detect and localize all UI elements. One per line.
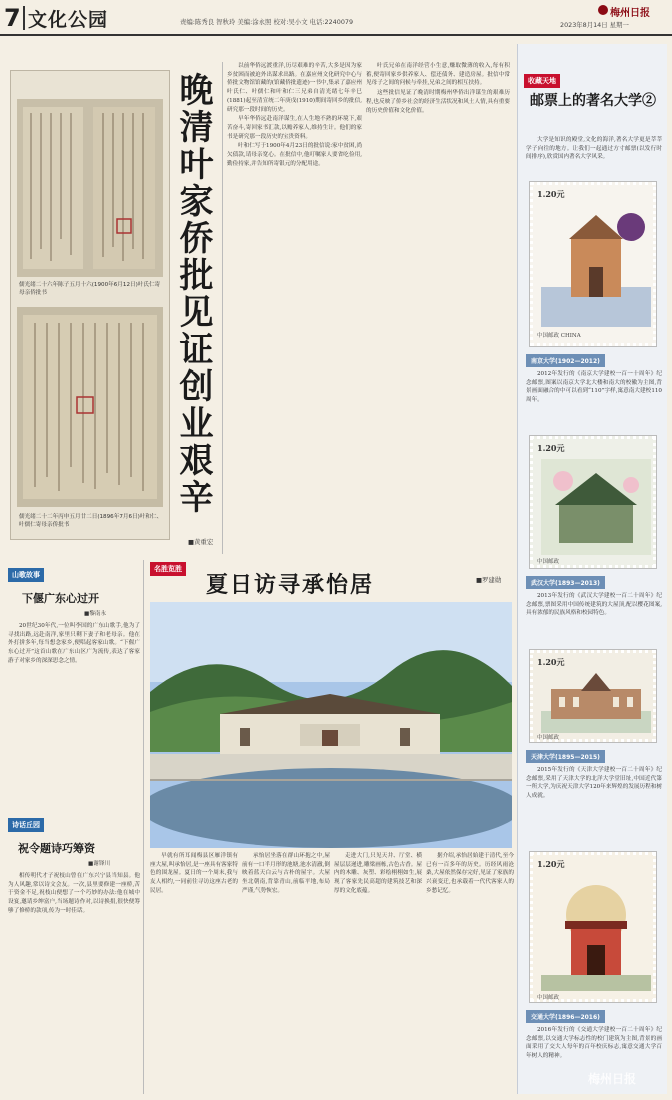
editor-credits: 责编:陈秀良 智秋玲 美编:涂永照 校对:吴小文 电话:2240079 [180,18,354,26]
tianjin-building-illustration [541,671,651,733]
stamp-caption-wuhan: 武汉大学(1893—2013) [526,576,605,589]
paragraph: 早年华侨远赴南洋谋生,在人生地不熟的环境下,艰苦奋斗,寄回家书汇款,以赡养家人,维持生计。他们的家书是研究那一段历史的宝贵资料。 [227,116,362,140]
paragraph: 叶氏兄弟在南洋经营小生意,赚取微薄的收入,每有积蓄,便寄回家乡供养家人、偿还债务、建造房屋。批信中常见母子之间的问候与牵挂,兄弟之间的相互扶持。 [366,63,510,87]
feature-col-3: 走进大门,只见天井、厅堂、横屋层层递进,雕梁画栋,古色古香。屋内的木雕、灰塑、彩绘栩栩如生,展现了客家先民高超的建筑技艺和深厚的文化底蕴。 [334,853,422,894]
stamp-column [517,44,667,1094]
stamp-desc-tianjin: 2015年发行的《天津大学建校一百二十周年》纪念邮票,采用了天津大学的北洋大学堂旧址,中国近代第一所大学,为庆祝天津大学120年来辉煌的发展历程和树人成就。 [526,767,662,799]
stamp-desc-wuhan: 2013年发行的《武汉大学建校一百二十周年》纪念邮票,票图采用中国传统建筑的大屋顶,配以樱花图案,具有浓郁的民族风格和校园特色。 [526,593,662,617]
stamp-caption-jiaotong: 交通大学(1896—2016) [526,1010,605,1023]
photo-caption-1: 儒光绪二十六年陈子五月十六(1900年6月12日)叶氏仁寄母亲侨批书 [19,282,161,296]
stamp-value: 1.20元 [537,657,565,667]
watermark: 梅州日报 [588,1072,637,1086]
main-article-col-1 [222,62,362,554]
poetry-title: 祝令题诗巧筹资 [18,842,95,855]
issue-date: 2023年8月14日 星期一 [560,21,629,29]
nanjing-building-illustration [541,207,651,327]
brand-logo-icon [598,5,608,15]
photo-caption-2: 儒光绪二十二年丙申五月廿二日(1896年7月6日)叶和仁、叶儒仁寄母亲侨批书 [19,514,163,528]
stamp-column-intro: 大学是知识的殿堂,文化的海洋,著名大学更是莘莘学子向往的地方。让我们一起通过方寸邮票(以发行时间排序),欣赏国内著名大学风采。 [526,137,662,161]
feature-col-1: 早就有所耳闻梅县区雁洋镇有座大屋,叫承怡居,是一座具有客家特色的围龙屋。夏日的一个周末,我与友人相约,一同前往寻访这座古老的民居。 [150,853,238,894]
folk-song-title: 下偃广东心过开 [22,592,99,605]
stamp-nanjing [530,182,656,346]
stamp-country: 中国邮政 CHINA [537,333,581,339]
feature-tag: 名胜览胜 [150,562,186,576]
left-column [4,560,144,1094]
stamp-country: 中国邮政 [537,735,560,741]
newspaper-brand: 梅州日报 [610,8,650,19]
stamp-jiaotong [530,852,656,1002]
paragraph: 这些批信见证了晚清时期梅州华侨出洋谋生的艰难历程,也反映了侨乡社会的经济生活状况和风土人情,具有重要的历史价值和文化价值。 [366,90,510,114]
photo-block [10,70,170,540]
stamp-country: 中国邮政 [537,995,560,1001]
feature-col-4: 据介绍,承怡居始建于清代,至今已有一百多年的历史。历经风雨沧桑,大屋依然保存完好,见证了家族的兴衰变迁,也承载着一代代客家人的乡愁记忆。 [426,853,514,894]
wuhan-building-illustration [541,459,651,555]
stamp-caption-nanjing: 南京大学(1902—2012) [526,354,605,367]
poetry-text: 相传明代才子祝枝山曾在广东兴宁县当知县。他为人风趣,常以诗文会友。一次,县里要修建一座桥,苦于资金不足,祝枝山便想了一个巧妙的办法:他在城中设宴,邀请乡绅富户,当场题诗作对,以诗换捐,很快便筹够了修桥的款项,传为一时佳话。 [8,873,140,914]
folk-song-tag: 山歌故事 [8,568,44,582]
stamp-caption-tianjin: 天津大学(1895—2015) [526,750,605,763]
main-article-col-2 [366,62,510,554]
section-title: 文化公园 [28,9,109,31]
paragraph: 以前华侨远渡重洋,历尽艰难的辛苦,大多是因为家乡贫困而被迫外出谋求出路。在嘉应州文化研究中心与侨批文物馆馆藏的(馆藏侨批遗迹)一书中,集录了嘉应州叶氏仁、叶儒仁和叶和仁三兄弟自清光绪七年辛巳(1881)起至清宣统二年庚戌(1910)期间寄回乡的批信,研究那一段时间的历史。 [227,63,362,113]
paragraph: 叶和仁写于1900年4月23日的批信说:家中贫困,尚欠债款,请母亲宽心。在批信中,他叮嘱家人要省吃俭用,勤俭持家,并告知所寄银元的分配用途。 [227,143,362,167]
header-divider [23,6,25,30]
page-number: 7 [4,4,21,32]
poetry-author: ■谢锋川 [88,861,111,867]
main-article-author: ■黄重宏 [188,538,214,546]
stamp-desc-nanjing: 2012年发行的《南京大学建校一百一十周年》纪念邮票,图案以南京大学北大楼和南大的校徽为主图,背景画面融合的中可以看到“110”字样,寓意南大建校110周年。 [526,371,662,403]
stamp-country: 中国邮政 [537,559,560,565]
stamp-value: 1.20元 [537,859,565,869]
header-rule [0,34,672,36]
folk-song-author: ■黎南永 [84,611,107,617]
stamp-column-tag: 收藏天地 [524,74,560,88]
stamp-wuhan [530,436,656,568]
stamp-value: 1.20元 [537,189,565,199]
poetry-tag: 诗话丘园 [8,818,44,832]
stamp-tianjin [530,650,656,742]
folk-song-text: 20世纪30年代,一位叫李国的广东山歌手,他为了寻找出路,远赴南洋,家里只剩下妻子和老母亲。他在外打拼多年,每当想念家乡,便唱起客家山歌。“下偃广东心过开”这首山歌在广东山区广为流传,表达了客家游子对家乡的深深思念之情。 [8,623,140,664]
letter-photo-1 [17,99,163,277]
jiaotong-gate-illustration [541,875,651,991]
stamp-column-title: 邮票上的著名大学② [530,93,656,109]
feature-title: 夏日访寻承怡居 [206,572,375,598]
letter-photo-2 [17,307,163,507]
feature-col-2: 承怡居坐落在群山环抱之中,屋前有一口半月形的池塘,池水清澈,倒映着蓝天白云与古朴的屋宇。大屋坐北朝南,背靠青山,前临平地,布局严谨,气势恢宏。 [242,853,330,894]
feature-author: ■罗建勋 [476,576,502,584]
stamp-value: 1.20元 [537,443,565,453]
main-article-title: 晚清叶家侨批见证创业艰辛 [173,72,213,516]
stamp-desc-jiaotong: 2016年发行的《交通大学建校一百二十周年》纪念邮票,以交通大学标志性的校门建筑为主图,背景的画面采用了交大人每年的百年校庆标志,寓意交通大学百年树人的精神。 [526,1027,662,1059]
feature-photo [150,602,512,848]
